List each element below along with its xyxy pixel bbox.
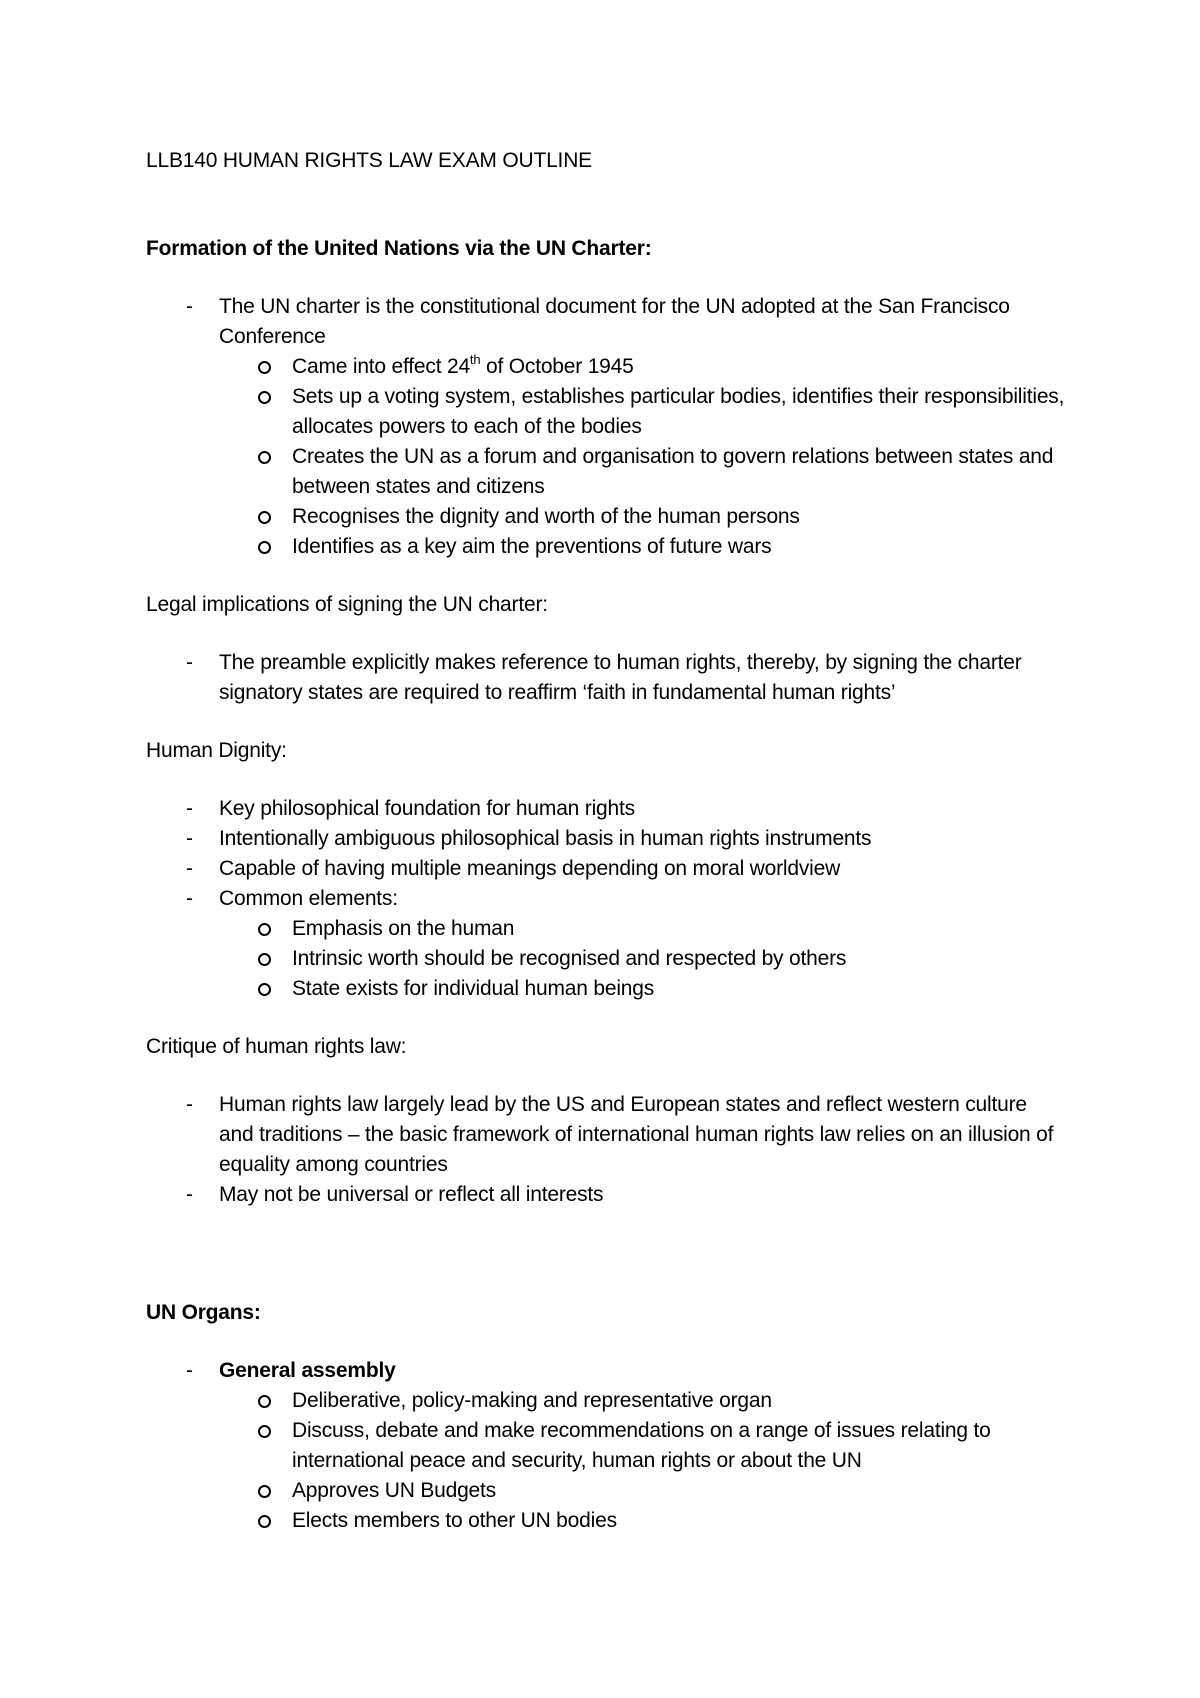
list-item-text: Human rights law largely lead by the US and European states and reflect western culture and traditions – the basic framework of international human rights law relies on an illusion of equality among countries: [219, 1093, 1054, 1176]
dash-marker: -: [186, 295, 193, 318]
list-item: [146, 1090, 1066, 1180]
sub-list-item: [146, 914, 1066, 944]
dash-marker: -: [186, 1093, 193, 1116]
circle-bullet-icon: [258, 983, 271, 996]
sub-list-item: [146, 352, 1066, 382]
list-item-text: Common elements:: [219, 887, 398, 910]
document-title: LLB140 HUMAN RIGHTS LAW EXAM OUTLINE: [146, 149, 592, 172]
sub-list-item: [146, 502, 1066, 532]
section-heading-critique: Critique of human rights law:: [146, 1035, 407, 1058]
list-item: [146, 794, 1066, 824]
sub-list-item-text: Sets up a voting system, establishes particular bodies, identifies their responsibilities, allocates powers to each of the bodies: [292, 385, 1065, 438]
list-item: [146, 648, 1066, 708]
circle-bullet-icon: [258, 511, 271, 524]
circle-bullet-icon: [258, 541, 271, 554]
sub-list-item: [146, 1416, 1066, 1476]
dash-marker: -: [186, 857, 193, 880]
dash-marker: -: [186, 887, 193, 910]
organs-sublist: [219, 1386, 1066, 1536]
dash-marker: -: [186, 1183, 193, 1206]
sub-list-item-text: Creates the UN as a forum and organisation to govern relations between states and between states and citizens: [292, 445, 1054, 498]
sub-list-item-text: Came into effect 24th of October 1945: [292, 352, 634, 378]
dignity-sublist: [219, 914, 1066, 1004]
list-item: [146, 292, 1066, 562]
sub-list-item: [146, 1386, 1066, 1416]
section-heading-legal: Legal implications of signing the UN charter:: [146, 593, 548, 616]
dash-marker: -: [186, 797, 193, 820]
list-item-text: Key philosophical foundation for human rights: [219, 797, 635, 820]
list-item-text: Intentionally ambiguous philosophical basis in human rights instruments: [219, 827, 872, 850]
document-page: [146, 146, 1066, 1536]
circle-bullet-icon: [258, 361, 271, 374]
circle-bullet-icon: [258, 391, 271, 404]
list-item-text: Capable of having multiple meanings depending on moral worldview: [219, 857, 841, 880]
list-item-text: May not be universal or reflect all interests: [219, 1183, 604, 1206]
section-heading-formation: Formation of the United Nations via the UN Charter:: [146, 237, 652, 260]
sub-list-item: [146, 1476, 1066, 1506]
critique-list: [146, 1090, 1066, 1210]
circle-bullet-icon: [258, 1485, 271, 1498]
sub-list-item-text: Intrinsic worth should be recognised and respected by others: [292, 947, 847, 970]
circle-bullet-icon: [258, 1425, 271, 1438]
sub-list-item: [146, 442, 1066, 502]
circle-bullet-icon: [258, 953, 271, 966]
circle-bullet-icon: [258, 451, 271, 464]
sub-list-item-text: Approves UN Budgets: [292, 1479, 496, 1502]
sub-list-item-text: State exists for individual human beings: [292, 977, 655, 1000]
sub-list-item-text: Recognises the dignity and worth of the human persons: [292, 505, 800, 528]
formation-sublist: [219, 352, 1066, 562]
sub-list-item: [146, 532, 1066, 562]
list-item: [146, 854, 1066, 884]
circle-bullet-icon: [258, 923, 271, 936]
sub-list-item-text: Identifies as a key aim the preventions of future wars: [292, 535, 772, 558]
dash-marker: -: [186, 651, 193, 674]
sub-list-item-text: Elects members to other UN bodies: [292, 1509, 617, 1532]
dignity-list: [146, 794, 1066, 1004]
sub-list-item-text: Deliberative, policy-making and representative organ: [292, 1389, 772, 1412]
sub-list-item-text: Discuss, debate and make recommendations on a range of issues relating to international peace and security, human rights or about the UN: [292, 1419, 991, 1472]
legal-list: [146, 648, 1066, 708]
list-item: [146, 1180, 1066, 1210]
list-item-text: General assembly: [219, 1359, 396, 1382]
sub-list-item: [146, 974, 1066, 1004]
list-item: [146, 824, 1066, 854]
circle-bullet-icon: [258, 1515, 271, 1528]
section-heading-organs: UN Organs:: [146, 1301, 261, 1324]
section-heading-dignity: Human Dignity:: [146, 739, 287, 762]
list-item-text: The preamble explicitly makes reference to human rights, thereby, by signing the charter signatory states are required to reaffirm ‘faith in fundamental human rights’: [219, 651, 1022, 704]
circle-bullet-icon: [258, 1395, 271, 1408]
list-item-text: The UN charter is the constitutional document for the UN adopted at the San Francisco Conference: [219, 295, 1010, 348]
sub-list-item: [146, 382, 1066, 442]
list-item: [146, 884, 1066, 1004]
sub-list-item-text: Emphasis on the human: [292, 917, 515, 940]
list-item: [146, 1356, 1066, 1536]
sub-list-item: [146, 944, 1066, 974]
formation-list: [146, 292, 1066, 562]
dash-marker: -: [186, 827, 193, 850]
sub-list-item: [146, 1506, 1066, 1536]
dash-marker: -: [186, 1359, 193, 1382]
organs-list: [146, 1356, 1066, 1536]
